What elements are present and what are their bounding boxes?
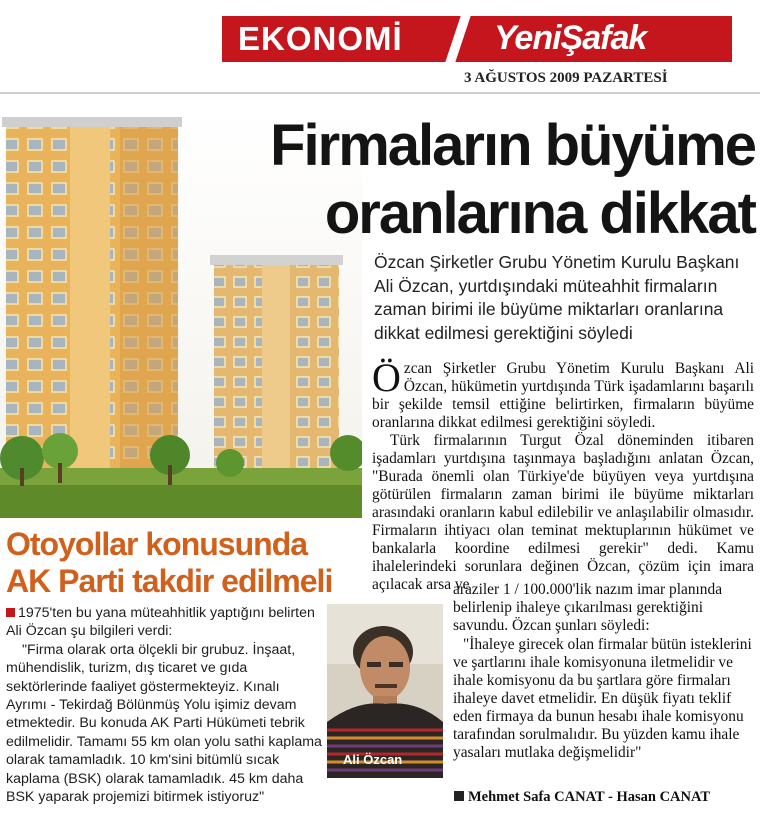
paragraph-3: "İhaleye girecek olan firmalar bütün isteklerini ve şartlarını ihale komisyonuna iletmelidir ve ihale komisyonu da bu şartlara göre firmaları ihaleye davet etmelidir. En düşük fiyatı teklif eden firmaya da bunun hesabı ihale komisyonu tarafından sorulmalıdır. Bu yüzden kamu ihale yasaları mutlaka değişmelidir" bbox=[453, 636, 752, 761]
square-bullet-icon bbox=[454, 791, 464, 801]
paragraph-1: Özcan Şirketler Grubu Yönetim Kurulu Başkanı Ali Özcan, hükümetin yurtdışında Türk işadamlarını başarılı bir şekilde temsil ettiğine belirtirken, firmaların büyüme oranlarına dikkat edilmesi gerektiğini söyledi. bbox=[372, 355, 754, 431]
header-divider bbox=[0, 92, 760, 94]
sidebar-quote: "Firma olarak orta ölçekli bir grubuz. İnşaat, mühendislik, turizm, dış ticaret ve gıda sektörlerinde faaliyet göstermekteyiz. Kınalı Ayrımı - Tekirdağ Bölünmüş Yolu işimiz devam etmektedir. Bu konuda AK Parti Hükümeti tebrik edilmelidir. Tamamı 55 km olan yolu sathi kaplama olarak tamamladık. 10 km'sini bitümlü sıcak kaplama (BSK) olarak tamamladık. 45 km daha BSK yaparak projemizi bitirmek istiyoruz" bbox=[6, 641, 322, 806]
sidebar-headline: Otoyollar konusunda AK Parti takdir edilmeli bbox=[6, 526, 333, 599]
article-body bbox=[372, 355, 754, 594]
issue-date: 3 AĞUSTOS 2009 PAZARTESİ bbox=[464, 70, 668, 86]
headline-line-2: oranlarına dikkat bbox=[324, 181, 755, 246]
newspaper-logo: YeniŞafak bbox=[494, 19, 647, 57]
article-headline bbox=[195, 112, 755, 248]
headline-line-1: Firmaların büyüme bbox=[270, 113, 755, 178]
byline: Mehmet Safa CANAT - Hasan CANAT bbox=[454, 789, 710, 806]
portrait-caption: Ali Özcan bbox=[343, 752, 403, 767]
slash-divider bbox=[444, 12, 472, 66]
paragraph-2: Türk firmalarının Turgut Özal döneminden itibaren işadamları yurtdışına taşınmaya başladığını anlatan Özcan, "Burada önemli olan Türkiye'de büyüyen veya yurtdışına götürülen firmaların zaman birimi ile büyüme miktarları arasındaki oranların kabul edilebilir ve anlaşılabilir olmasıdır. Firmaların ihtiyacı olan teminat mektuplarının hükümet ve bankalarla koordine edilmesi gerekir" dedi. Kamu ihalelerindeki sorunlara değinen Özcan, çözüm için imara açılacak arsa ve bbox=[372, 432, 754, 593]
masthead-bar bbox=[222, 16, 732, 62]
red-square-bullet-icon bbox=[6, 608, 15, 617]
sidebar-intro: 1975'ten bu yana müteahhitlik yaptığını belirten Ali Özcan şu bilgileri verdi: bbox=[6, 605, 315, 640]
section-label: EKONOMİ bbox=[238, 20, 403, 57]
sidebar-body bbox=[6, 604, 322, 806]
drop-cap: Ö bbox=[372, 355, 401, 400]
paragraph-2-continued: araziler 1 / 100.000'lik nazım imar planında belirlenip ihaleye çıkarılması gerektiğini savundu. Özcan şunları söyledi: bbox=[453, 581, 723, 634]
article-lead: Özcan Şirketler Grubu Yönetim Kurulu Başkanı Ali Özcan, yurtdışındaki müteahhit firmaların zaman birimi ile büyüme miktarları oranlarına dikkat edilmesi gerektiğini söyledi bbox=[374, 252, 740, 343]
